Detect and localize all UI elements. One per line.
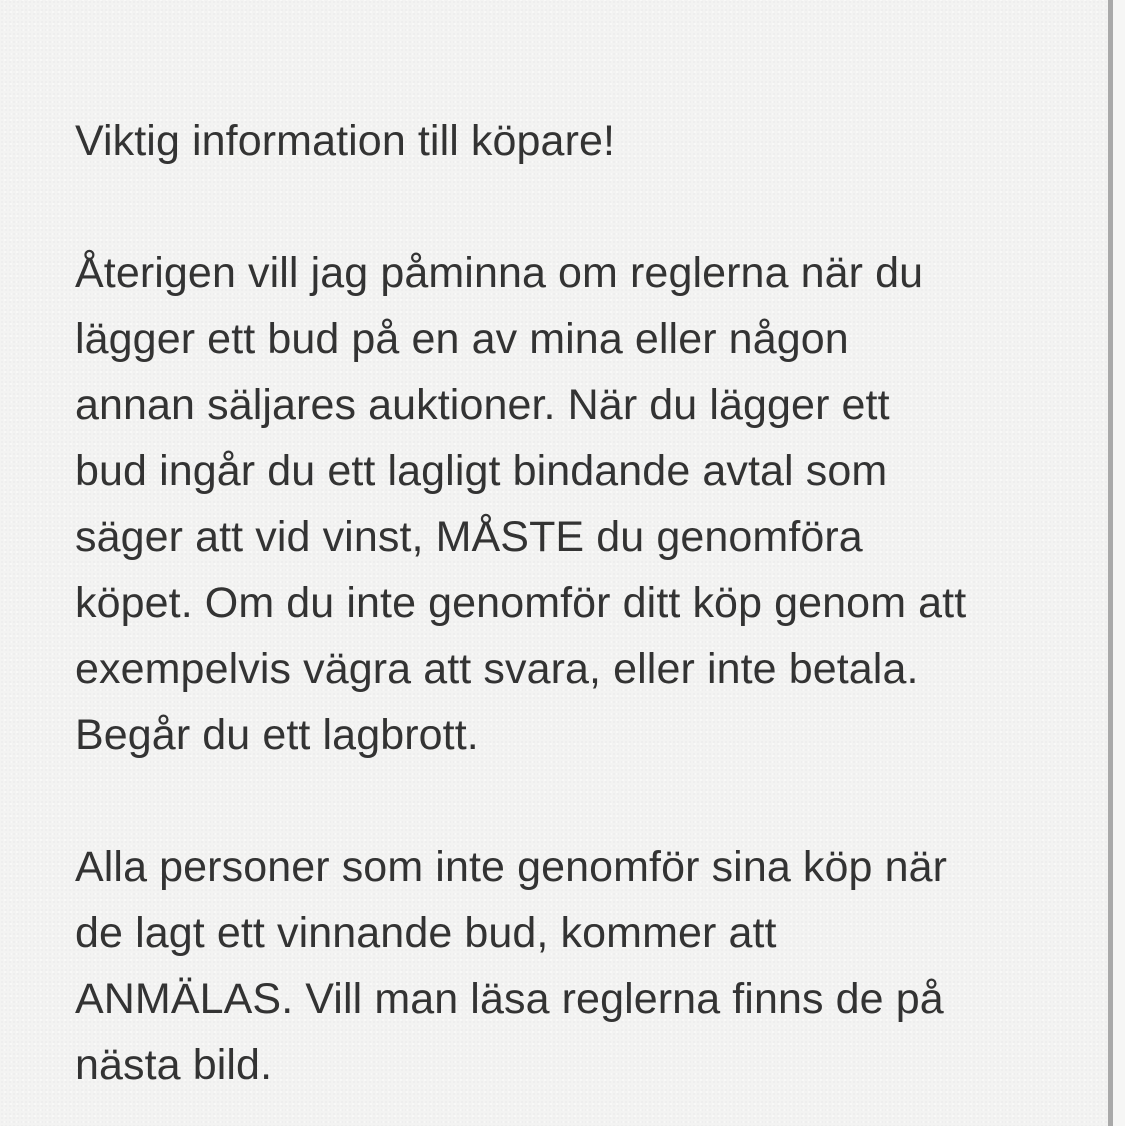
paragraph-1-line: säger att vid vinst, MÅSTE du genomföra — [75, 513, 863, 561]
paragraph-1-line: Begår du ett lagbrott. — [75, 711, 479, 759]
paragraph-1-line: Återigen vill jag påminna om reglerna när du — [75, 249, 924, 297]
paragraph-1-line: bud ingår du ett lagligt bindande avtal som — [75, 447, 888, 495]
paragraph-2-line: Alla personer som inte genomför sina köp när — [75, 843, 948, 891]
paragraph-2-line: de lagt ett vinnande bud, kommer att — [75, 909, 777, 957]
note-title: Viktig information till köpare! — [75, 117, 616, 165]
paragraph-2-line: nästa bild. — [75, 1041, 273, 1089]
paragraph-1-line: exempelvis vägra att svara, eller inte betala. — [75, 645, 919, 693]
blank-line — [75, 768, 1075, 834]
paragraph-1-line: köpet. Om du inte genomför ditt köp genom att — [75, 579, 967, 627]
paragraph-2-line: ANMÄLAS. Vill man läsa reglerna finns de på — [75, 975, 944, 1023]
paragraph-1-line: annan säljares auktioner. När du lägger ett — [75, 381, 890, 429]
note-text-body[interactable] — [75, 108, 1075, 1098]
scrollbar-edge — [1108, 0, 1113, 1126]
paragraph-1-line: lägger ett bud på en av mina eller någon — [75, 315, 849, 363]
scrollbar[interactable] — [1108, 0, 1125, 1126]
blank-line — [75, 174, 1075, 240]
